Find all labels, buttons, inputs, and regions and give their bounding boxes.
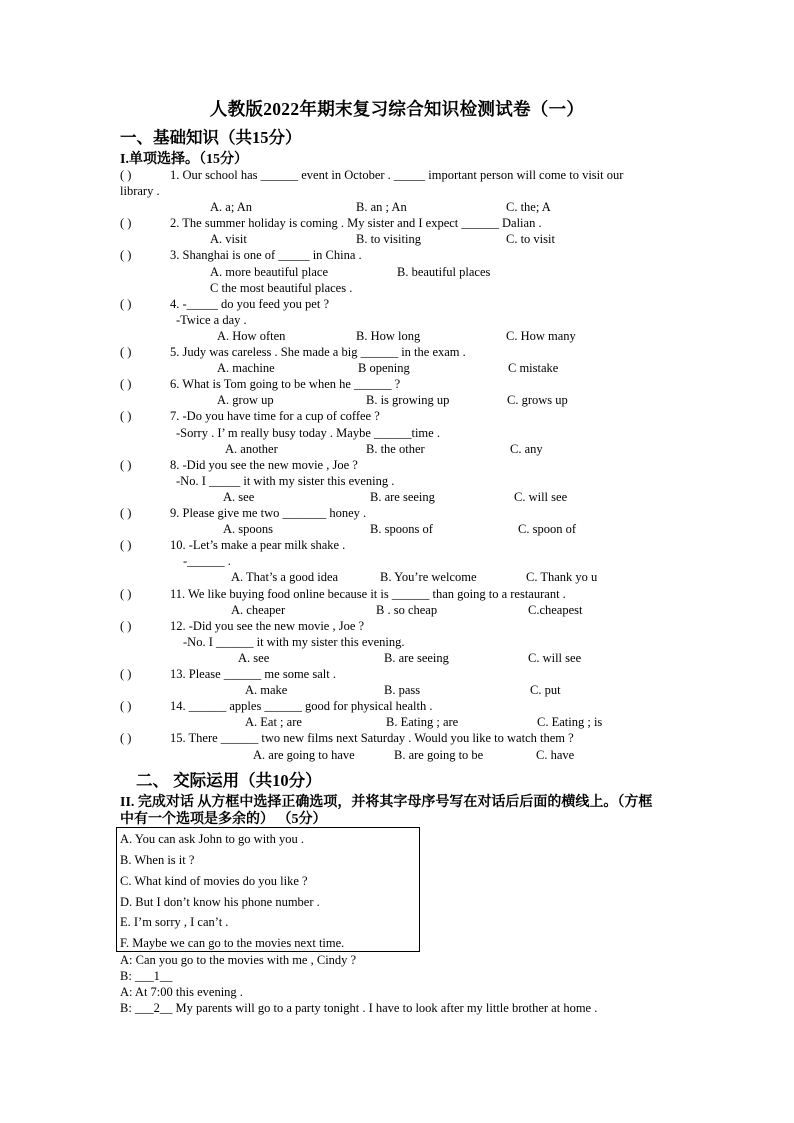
option-c: C. Eating ; is [537,715,603,729]
question-text: 1. Our school has ______ event in October . _____ important person will come to visit our [170,168,624,182]
question-text: 11. We like buying food online because it is ______ than going to a restaurant . [170,587,566,601]
dialog-line-2: B: ___1__ [120,969,173,983]
option-b: B. an ; An [356,200,407,214]
option-b: B. How long [356,329,421,343]
question-11 [120,587,566,602]
question-continuation: -______ . [183,554,231,568]
option-c: C. put [530,683,561,697]
option-b: B. You’re welcome [380,570,477,584]
option-a: A. spoons [223,522,274,536]
question-7 [120,409,380,424]
dialog-line-1: A: Can you go to the movies with me , Cindy ? [120,953,357,967]
answer-bracket: ( ) [120,699,132,713]
answer-bracket: ( ) [120,345,132,359]
option-b: B. the other [366,442,425,456]
option-c: C. the; A [506,200,551,214]
question-text: 8. -Did you see the new movie , Joe ? [170,458,358,472]
part2-instruction-line2: 中有一个选项是多余的） （5分） [120,812,327,827]
answer-bracket: ( ) [120,667,132,681]
dialog-line-3: A: At 7:00 this evening . [120,985,243,999]
question-4 [120,297,329,312]
answer-bracket: ( ) [120,297,132,311]
question-text: 12. -Did you see the new movie , Joe ? [170,619,365,633]
question-text: 15. There ______ two new films next Saturday . Would you like to watch them ? [170,731,574,745]
option-b: B. is growing up [366,393,450,407]
option-a: A. are going to have [253,748,355,762]
option-b: B. pass [384,683,421,697]
dialog-line-4: B: ___2__ My parents will go to a party tonight . I have to look after my little brother at home . [120,1001,598,1015]
question-8 [120,458,358,473]
page-title: 人教版2022年期末复习综合知识检测试卷（一） [209,99,585,119]
option-a: A. How often [217,329,286,343]
question-text: 5. Judy was careless . She made a big ______ in the exam . [170,345,466,359]
box-option-b: B. When is it ? [120,853,195,867]
answer-bracket: ( ) [120,619,132,633]
question-14 [120,699,432,714]
question-15 [120,731,574,746]
answer-bracket: ( ) [120,731,132,745]
option-c: C. will see [528,651,582,665]
option-a: A. another [225,442,278,456]
option-b: B. beautiful places [397,265,491,279]
part2-instruction-line1: II. 完成对话 从方框中选择正确选项，并将其字母序号写在对话后后面的横线上。（方框 [120,795,653,810]
question-12 [120,619,364,634]
option-c: C. Thank yo u [526,570,598,584]
answer-bracket: ( ) [120,458,132,472]
option-a: A. cheaper [231,603,286,617]
box-option-c: C. What kind of movies do you like ? [120,874,308,888]
option-a: A. grow up [217,393,274,407]
question-13 [120,667,336,682]
option-c: C. spoon of [518,522,576,536]
option-b: B. spoons of [370,522,433,536]
answer-bracket: ( ) [120,506,132,520]
option-c: C. have [536,748,575,762]
answer-bracket: ( ) [120,409,132,423]
section1-heading: 一、基础知识（共15分） [120,128,302,147]
box-option-e: E. I’m sorry , I can’t . [120,915,229,929]
answer-bracket: ( ) [120,377,132,391]
box-option-f: F. Maybe we can go to the movies next time. [120,936,345,950]
option-c: C. any [510,442,543,456]
option-c: C.cheapest [528,603,583,617]
option-a: A. see [238,651,270,665]
box-option-d: D. But I don’t know his phone number . [120,895,320,909]
option-c: C. to visit [506,232,555,246]
option-b: B opening [358,361,410,375]
question-text: 2. The summer holiday is coming . My sister and I expect ______ Dalian . [170,216,542,230]
option-a: A. see [223,490,255,504]
question-1 [120,168,623,183]
box-option-a: A. You can ask John to go with you . [120,832,305,846]
question-continuation: library . [120,184,160,198]
part1-heading: I.单项选择。（15分） [120,152,248,167]
question-3 [120,248,362,263]
question-6 [120,377,400,392]
option-c: C the most beautiful places . [210,281,353,295]
question-text: 7. -Do you have time for a cup of coffee ? [170,409,380,423]
option-c: C mistake [508,361,559,375]
answer-bracket: ( ) [120,248,132,262]
option-b: B. are seeing [370,490,435,504]
question-continuation: -No. I _____ it with my sister this evening . [176,474,395,488]
option-b: B. to visiting [356,232,421,246]
question-text: 6. What is Tom going to be when he ______ ? [170,377,401,391]
question-text: 3. Shanghai is one of _____ in China . [170,248,362,262]
option-a: A. more beautiful place [210,265,329,279]
option-c: C. will see [514,490,568,504]
option-c: C. How many [506,329,576,343]
question-continuation: -Sorry . I’ m really busy today . Maybe ______time . [176,426,440,440]
option-a: A. visit [210,232,247,246]
question-5 [120,345,466,360]
question-2 [120,216,542,231]
option-a: A. That’s a good idea [231,570,339,584]
question-10 [120,538,345,553]
option-a: A. make [245,683,288,697]
answer-bracket: ( ) [120,168,132,182]
option-b: B . so cheap [376,603,438,617]
option-a: A. Eat ; are [245,715,302,729]
answer-bracket: ( ) [120,216,132,230]
question-text: 14. ______ apples ______ good for physical health . [170,699,433,713]
question-continuation: -No. I ______ it with my sister this evening. [183,635,405,649]
section2-heading: 二、 交际运用（共10分） [136,771,322,790]
option-a: A. a; An [210,200,253,214]
option-b: B. Eating ; are [386,715,459,729]
question-text: 9. Please give me two _______ honey . [170,506,367,520]
question-9 [120,506,366,521]
question-text: 13. Please ______ me some salt . [170,667,336,681]
question-continuation: -Twice a day . [176,313,247,327]
option-b: B. are seeing [384,651,449,665]
answer-bracket: ( ) [120,538,132,552]
question-text: 4. -_____ do you feed you pet ? [170,297,329,311]
option-a: A. machine [217,361,275,375]
option-c: C. grows up [507,393,568,407]
question-text: 10. -Let’s make a pear milk shake . [170,538,346,552]
option-b: B. are going to be [394,748,484,762]
answer-bracket: ( ) [120,587,132,601]
